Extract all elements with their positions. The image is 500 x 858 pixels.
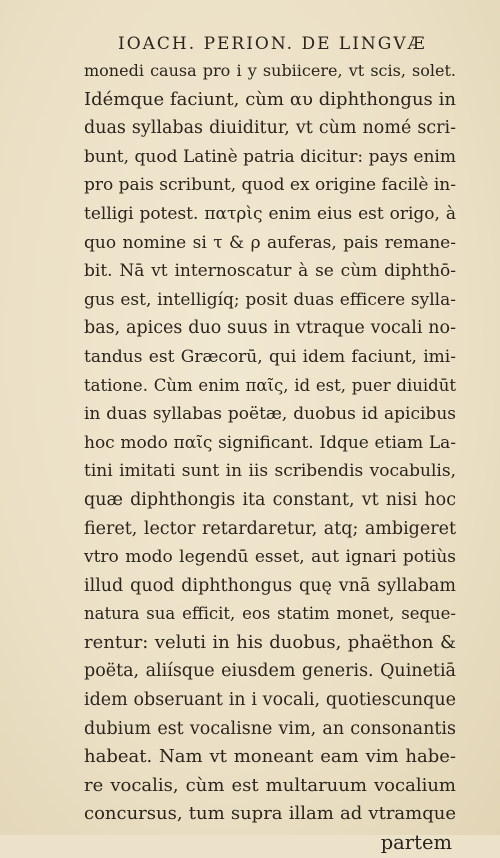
text-line: bas, apices duo suus in vtraque vocali no- [84, 318, 456, 339]
text-line: tatione. Cùm enim παῖς, id est, puer diuidūt [84, 375, 456, 395]
text-line: gus est, intelligíq; posit duas efficere sylla- [84, 289, 456, 310]
text-line: natura sua efficit, eos statim monet, seque- [84, 604, 456, 624]
text-line: poëta, aliísque eiusdem generis. Quinetiā [84, 661, 456, 682]
text-line: tandus est Græcorū, qui idem faciunt, imi- [84, 346, 456, 367]
text-line: habeat. Nam vt moneant eam vim habe- [84, 746, 456, 768]
text-line: telligi potest. πατρὶς enim eius est origo, à [84, 203, 456, 224]
text-line: re vocalis, cùm est multaruum vocalium [84, 774, 456, 796]
text-line: hoc modo παῖς significant. Idque etiam La- [84, 432, 456, 453]
text-line: vtro modo legendū esset, aut ignari potiùs [84, 547, 456, 568]
text-line: Idémque faciunt, cùm αυ diphthongus in [84, 88, 456, 110]
text-line: pro pais scribunt, quod ex origine facilè in- [84, 175, 456, 196]
text-line: quo nomine si τ & ρ auferas, pais remane- [84, 232, 456, 253]
text-line: bit. Nā vt internoscatur à se cùm diphthō- [84, 261, 456, 282]
text-line: rentur: veluti in his duobus, phaëthon & [84, 631, 456, 653]
text-block [84, 57, 456, 858]
text-line: fieret, lector retardaretur, atq; ambigeret [84, 518, 456, 539]
text-line: in duas syllabas poëtæ, duobus id apicibus [84, 404, 456, 425]
text-line: dubium est vocalisne vim, an consonantis [84, 718, 456, 739]
text-line: quæ diphthongis ita constant, vt nisi hoc [84, 489, 456, 510]
text-line: illud quod diphthongus quę vnā syllabam [84, 575, 456, 596]
text-line: concursus, tum supra illam ad vtramque [84, 803, 456, 825]
text-line: bunt, quod Latinè patria dicitur: pays enim [84, 146, 456, 167]
text-line: monedi causa pro i y subiicere, vt scis, solet. [84, 61, 456, 80]
running-head: IOACH. PERION. DE LINGVÆ [118, 34, 427, 54]
text-line: tini imitati sunt in iis scribendis vocabulis, [84, 461, 456, 482]
catchword: partem [380, 831, 452, 855]
text-line: duas syllabas diuiditur, vt cùm nomé scri- [84, 118, 456, 139]
text-line: idem obseruant in i vocali, quotiescunque [84, 690, 456, 711]
